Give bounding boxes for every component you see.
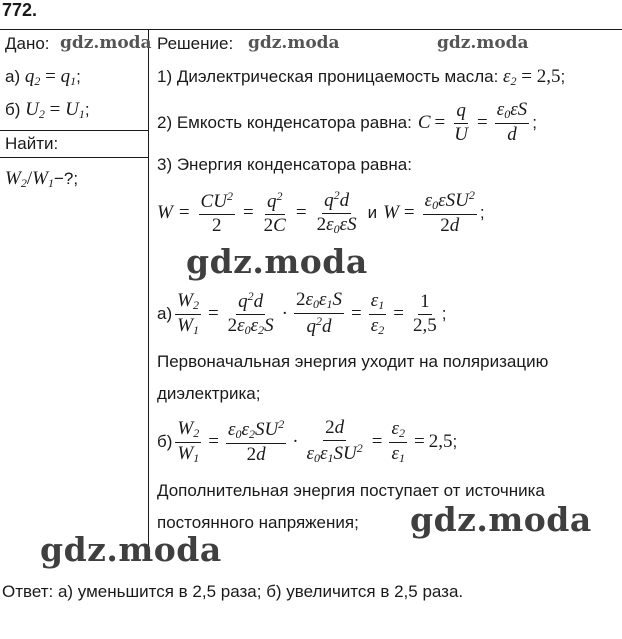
given-find-divider — [0, 130, 148, 131]
answer: Ответ: а) уменьшится в 2,5 раза; б) увеличится в 2,5 раза. — [2, 582, 464, 601]
given-a: а) $q_2 = q_1$ ; — [5, 66, 81, 88]
case-b-note-2: постоянного напряжения; — [157, 513, 359, 532]
top-rule — [0, 29, 622, 30]
case-b-note-1: Дополнительная энергия поступает от источника — [157, 481, 545, 500]
find-bottom-rule — [0, 157, 148, 158]
find-target: $W_2/W_1$ −?; — [5, 168, 79, 190]
watermark-solution-2: gdz.moda — [437, 33, 529, 53]
case-a-note-2: диэлектрика; — [157, 384, 261, 403]
watermark-big-3: gdz.moda — [40, 530, 222, 569]
watermark-big-1: gdz.moda — [186, 242, 368, 281]
solution-header: Решение: — [157, 34, 234, 53]
vertical-divider — [148, 29, 149, 546]
watermark-solution-1: gdz.moda — [248, 33, 340, 53]
case-a-formula: а) $\frac{W_2}{W_1}$ = $\frac{q^2d}{2\varepsilon_0\varepsilon_2S}$ · $\frac{2\varepsilon_0\varepsilon_1S}{q^2d}$ = $\frac{\varepsilon_1}{\varepsilon_2}$ = $\frac{1}{2,5}$ ; — [157, 289, 447, 338]
find-header: Найти: — [5, 134, 59, 153]
watermark-given: gdz.moda — [60, 33, 152, 53]
step-2: 2) Емкость конденсатора равна: C = $\frac{q}{U}$ = $\frac{\varepsilon_0\varepsilon S}{d}$ ; — [157, 99, 537, 145]
case-b-formula: б) $\frac{W_2}{W_1}$ = $\frac{\varepsilon_0\varepsilon_2SU^2}{2d}$ · $\frac{2d}{\varepsilon_0\varepsilon_1SU^2}$ = $\frac{\varepsilon_2}{\varepsilon_1}$ = 2,5 ; — [157, 417, 458, 466]
step-3-formula: W = $\frac{CU^2}{2}$ = $\frac{q^2}{2C}$ = $\frac{q^2d}{2\varepsilon_0\varepsilon S}$ и W = $\frac{\varepsilon_0\varepsilon SU^2}{2d}$ ; — [157, 188, 485, 237]
given-header: Дано: — [5, 34, 50, 53]
step-3-text: 3) Энергия конденсатора равна: — [157, 155, 412, 174]
watermark-big-2: gdz.moda — [410, 500, 592, 539]
problem-number: 772. — [2, 0, 38, 20]
case-a-note-1: Первоначальная энергия уходит на поляризацию — [157, 352, 549, 371]
given-b: б) $U_2 = U_1$ ; — [5, 99, 90, 121]
step-1: 1) Диэлектрическая проницаемость масла: $\varepsilon_2 = 2,5$; — [157, 66, 566, 88]
step-2-text: 2) Емкость конденсатора равна: — [157, 113, 412, 132]
